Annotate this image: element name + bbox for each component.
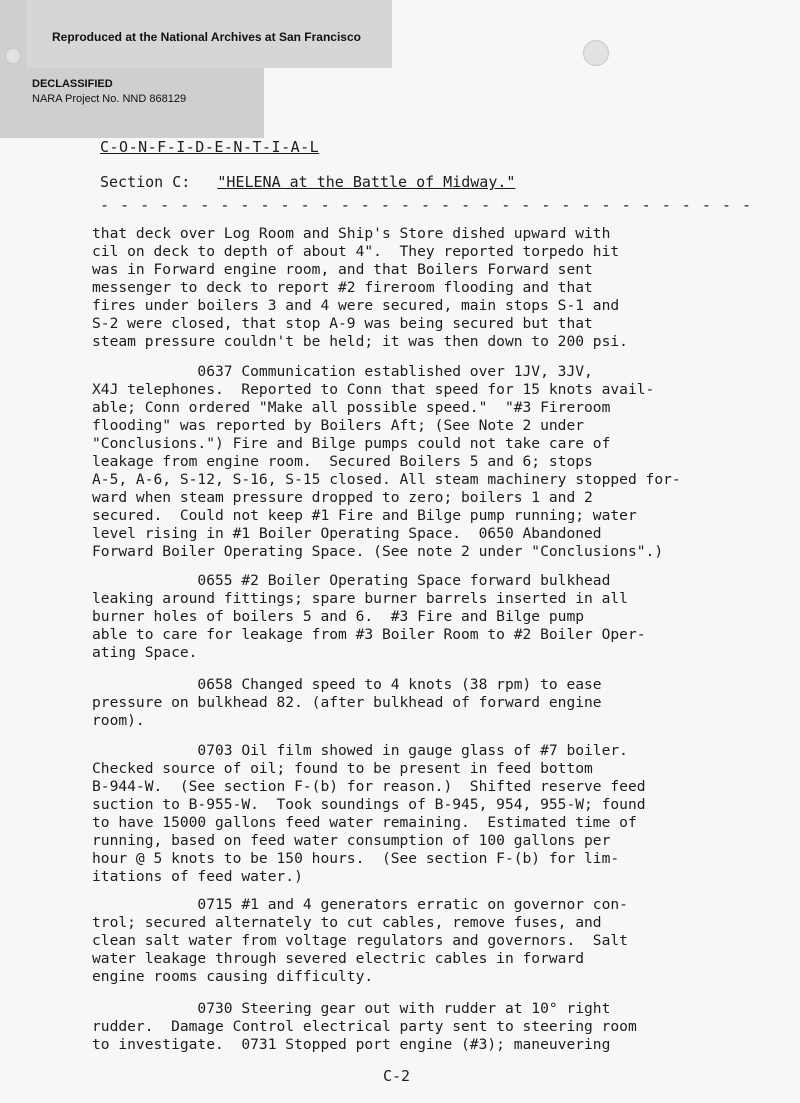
paragraph-0637: 0637 Communication established over 1JV, 3JV, X4J telephones. Reported to Conn that speed for 15 knots avail- able; Conn ordered "Make all possible speed." "#3 Fireroom flooding" was reported by Boilers Aft; (See Note 2 under "Conclusions.") Fire and Bilge pumps could not take care of leakage from engine room. Secured Boilers 5 and 6; stops A-5, A-6, S-12, S-16, S-15 closed. All steam machinery stopped for- ward when steam pressure dropped to zero; boilers 1 and 2 secured. Could not keep #1 Fire and Bilge pump running; water level rising in #1 Boiler Operating Space. 0650 Abandoned Forward Boiler Operating Space. (See note 2 under "Conclusions".) <box>92 363 681 560</box>
paragraph-0703: 0703 Oil film showed in gauge glass of #7 boiler. Checked source of oil; found to be present in feed bottom B-944-W. (See section F-(b) for reason.) Shifted reserve feed suction to B-955-W. Took soundings of B-945, 954, 955-W; found to have 15000 gallons feed water remaining. Estimated time of running, based on feed water consumption of 100 gallons per hour @ 5 knots to be 150 hours. (See section F-(b) for lim- itations of feed water.) <box>92 742 646 885</box>
nara-project-number: NARA Project No. NND 868129 <box>32 93 187 105</box>
section-label: Section C: <box>100 173 191 191</box>
paragraph-0658: 0658 Changed speed to 4 knots (38 rpm) to ease pressure on bulkhead 82. (after bulkhead of forward engine room). <box>92 676 602 729</box>
paragraph-0655: 0655 #2 Boiler Operating Space forward bulkhead leaking around fittings; spare burner barrels inserted in all burner holes of boilers 5 and 6. #3 Fire and Bilge pump able to care for leakage from #3 Boiler Room to #2 Boiler Oper- ating Space. <box>92 572 646 661</box>
classification-header: C-O-N-F-I-D-E-N-T-I-A-L <box>100 138 320 156</box>
archive-reproduced-text: Reproduced at the National Archives at San Francisco <box>52 30 361 44</box>
punch-hole-left <box>5 48 21 64</box>
section-title: "HELENA at the Battle of Midway." <box>217 173 516 191</box>
page-number: C-2 <box>383 1067 411 1085</box>
paragraph-1: that deck over Log Room and Ship's Store dished upward with cil on deck to depth of about 4". They reported torpedo hit was in Forward engine room, and that Boilers Forward sent messenger to deck to report #2 fireroom flooding and that fires under boilers 3 and 4 were secured, main stops S-1 and S-2 were closed, that stop A-9 was being secured but that steam pressure couldn't be held; it was then down to 200 psi. <box>92 225 628 350</box>
declassified-label: DECLASSIFIED <box>32 78 113 90</box>
punch-hole-top <box>583 40 609 66</box>
paragraph-0715: 0715 #1 and 4 generators erratic on governor con- trol; secured alternately to cut cables, remove fuses, and clean salt water from voltage regulators and governors. Salt water leakage through severed electric cables in forward engine rooms causing difficulty. <box>92 896 628 985</box>
paragraph-0730: 0730 Steering gear out with rudder at 10° right rudder. Damage Control electrical party sent to steering room to investigate. 0731 Stopped port engine (#3); maneuvering <box>92 1000 637 1053</box>
section-divider: - - - - - - - - - - - - - - - - - - - - - - - - - - - - - - - - - <box>100 196 752 214</box>
section-heading <box>100 173 515 191</box>
